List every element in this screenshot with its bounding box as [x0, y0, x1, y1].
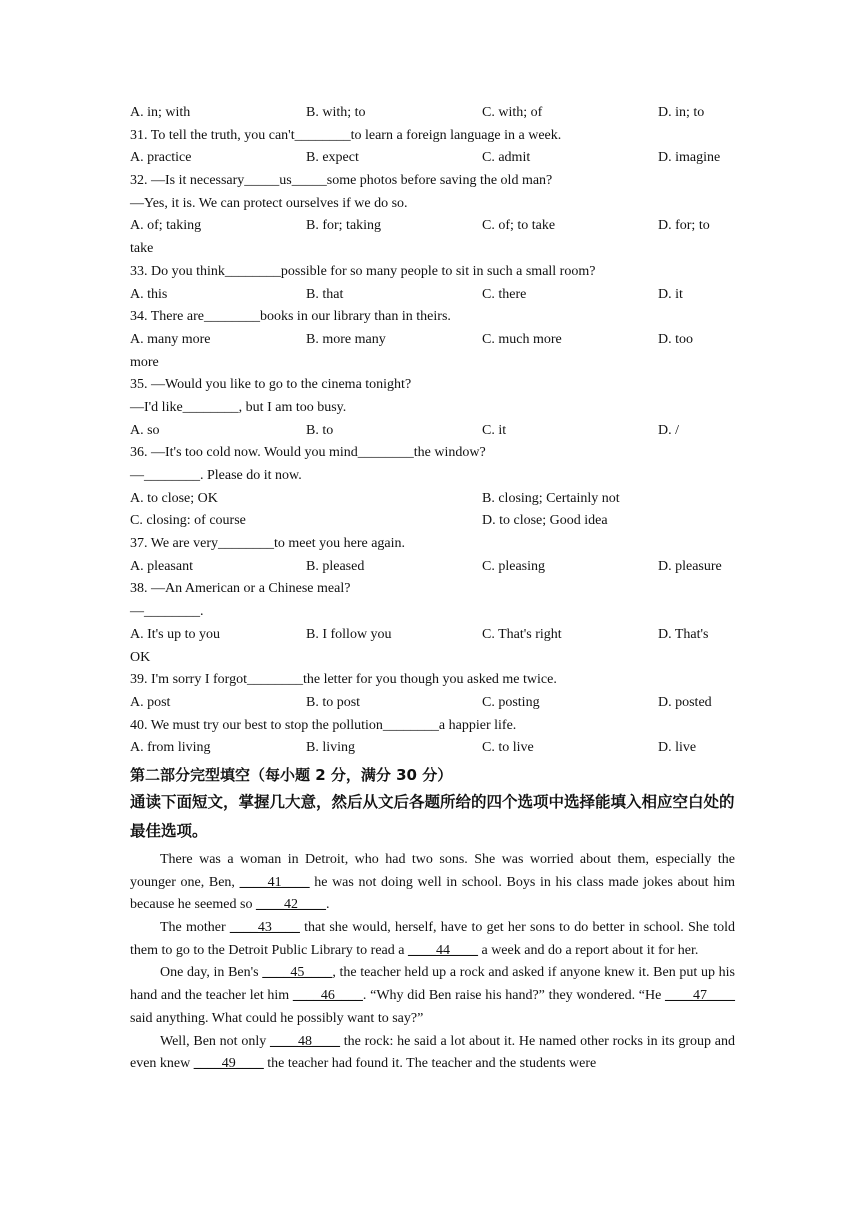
passage-paragraph: [130, 917, 735, 962]
question-stem: 37. We are very________to meet you here again.: [130, 536, 406, 552]
passage-text: . “Why did Ben raise his hand?” they wondered. “He: [362, 988, 665, 1004]
passage-paragraph: [130, 1031, 735, 1076]
question-stem: 39. I'm sorry I forgot________the letter for you though you asked me twice.: [130, 672, 557, 688]
passage-text: , the teacher held up a rock and asked if anyone knew it. Ben put up his hand and the teacher let him: [130, 965, 736, 1004]
dialogue-line: —________.: [130, 604, 204, 620]
passage-text: a week and do a report about it for her.: [477, 942, 699, 958]
cloze-blank[interactable]: ____46____: [292, 988, 363, 1004]
passage-paragraph: [130, 962, 735, 1030]
option-choice: B. pleased: [306, 558, 365, 574]
passage-text: the rock: he said a lot about it. He named other rocks in its group and even knew: [130, 1033, 735, 1072]
option-wrap-text: take: [130, 241, 154, 257]
option-choice: C. pleasing: [482, 558, 545, 574]
question-stem: 34. There are________books in our library than in theirs.: [130, 309, 451, 325]
options-row: [130, 692, 735, 715]
passage-text: Well, Ben not only: [160, 1033, 270, 1049]
option-choice: A. post: [130, 694, 171, 710]
option-choice: B. expect: [306, 150, 359, 166]
page-content: [130, 102, 735, 1076]
option-choice: B. living: [306, 740, 356, 756]
option-choice: A. pleasant: [130, 558, 193, 574]
cloze-blank[interactable]: ____44____: [407, 942, 478, 958]
cloze-blank[interactable]: ____43____: [229, 920, 300, 936]
question-stem: 40. We must try our best to stop the pollution________a happier life.: [130, 717, 517, 733]
option-choice: C. That's right: [482, 626, 562, 642]
cloze-blank[interactable]: ____42____: [255, 897, 326, 913]
question-stem: 32. —Is it necessary_____us_____some photos before saving the old man?: [130, 173, 553, 189]
option-choice: C. of; to take: [482, 218, 556, 234]
option-choice: D. imagine: [658, 150, 721, 166]
option-choice: B. to: [306, 422, 334, 438]
option-choice: D. to close; Good idea: [482, 513, 608, 529]
passage-text: The mother: [160, 920, 230, 936]
option-wrap-text: OK: [130, 649, 151, 665]
options-row: [130, 556, 735, 579]
option-choice: C. much more: [482, 331, 562, 347]
cloze-blank[interactable]: ____41____: [239, 874, 310, 890]
option-choice: D. it: [658, 286, 683, 302]
option-choice: C. posting: [482, 694, 540, 710]
question-stem: 31. To tell the truth, you can't________to learn a foreign language in a week.: [130, 127, 562, 143]
option-choice: C. admit: [482, 150, 531, 166]
option-choice: B. that: [306, 286, 344, 302]
question-stem: 33. Do you think________possible for so many people to sit in such a small room?: [130, 263, 596, 279]
option-choice: A. to close; OK: [130, 490, 218, 506]
dialogue-line: —I'd like________, but I am too busy.: [130, 399, 347, 415]
passage-text: he was not doing well in school. Boys in his class made jokes about him because he seemed so: [130, 874, 735, 913]
option-choice: A. from living: [130, 740, 211, 756]
option-choice: B. closing; Certainly not: [482, 490, 620, 506]
section-instruction: 通读下面短文，掌握几大意，然后从文后各题所给的四个选项中选择能填入相应空白处的最佳选项。: [130, 792, 735, 840]
question-stem: 36. —It's too cold now. Would you mind________the window?: [130, 445, 486, 461]
options-row: [130, 737, 735, 760]
options-row-q30: [130, 102, 735, 125]
option-choice: C. with; of: [482, 105, 543, 120]
option-choice: D. for; to: [658, 218, 710, 234]
option-choice: D. pleasure: [658, 558, 722, 574]
options-row: [130, 284, 735, 307]
cloze-blank[interactable]: ____49____: [193, 1056, 264, 1072]
option-choice: D. /: [658, 422, 679, 438]
option-choice: A. in; with: [130, 105, 191, 120]
option-wrap-text: more: [130, 354, 159, 370]
question-stem: 35. —Would you like to go to the cinema tonight?: [130, 377, 412, 393]
passage-text: said anything. What could he possibly want to say?”: [130, 1010, 424, 1026]
question-stem: 38. —An American or a Chinese meal?: [130, 581, 351, 597]
passage-text: that she would, herself, have to get her sons to do better in school. She told them to go to the Detroit Public Library to read a: [130, 920, 736, 958]
options-row: [130, 510, 735, 533]
option-choice: B. with; to: [306, 105, 366, 120]
cloze-blank[interactable]: ____48____: [269, 1033, 340, 1049]
options-row: [130, 215, 735, 238]
options-row: [130, 329, 735, 352]
dialogue-line: —________. Please do it now.: [130, 468, 302, 483]
options-row: [130, 488, 735, 511]
passage-text: .: [325, 897, 330, 913]
options-row: [130, 624, 735, 647]
options-row: [130, 420, 735, 443]
section-title: 第二部分完型填空（每小题 2 分，满分 30 分）: [130, 765, 453, 784]
option-choice: B. for; taking: [306, 218, 382, 234]
option-choice: C. closing: of course: [130, 513, 246, 529]
option-choice: C. it: [482, 422, 507, 438]
option-choice: B. I follow you: [306, 626, 392, 642]
option-choice: A. so: [130, 422, 160, 438]
option-choice: D. posted: [658, 694, 712, 710]
option-choice: D. too: [658, 331, 693, 347]
options-row: [130, 147, 735, 170]
option-choice: D. That's: [658, 626, 709, 642]
option-choice: D. live: [658, 740, 697, 756]
dialogue-line: —Yes, it is. We can protect ourselves if we do so.: [130, 195, 408, 211]
passage-text: There was a woman in Detroit, who had two sons. She was worried about them, especially the younger one, Ben,: [130, 851, 735, 890]
passage-text: One day, in Ben's: [160, 965, 263, 981]
option-choice: B. to post: [306, 694, 361, 710]
option-choice: C. to live: [482, 740, 534, 756]
option-choice: B. more many: [306, 331, 386, 347]
cloze-blank[interactable]: ____47____: [665, 988, 735, 1004]
option-choice: D. in; to: [658, 105, 705, 120]
passage-paragraph: [130, 849, 735, 917]
option-choice: C. there: [482, 286, 527, 302]
option-choice: A. of; taking: [130, 218, 202, 234]
passage-text: the teacher had found it. The teacher and the students were: [263, 1056, 597, 1072]
option-choice: A. It's up to you: [130, 626, 221, 642]
option-choice: A. many more: [130, 331, 211, 347]
option-choice: A. practice: [130, 150, 192, 166]
cloze-blank[interactable]: ____45____: [262, 965, 333, 981]
option-choice: A. this: [130, 286, 168, 302]
